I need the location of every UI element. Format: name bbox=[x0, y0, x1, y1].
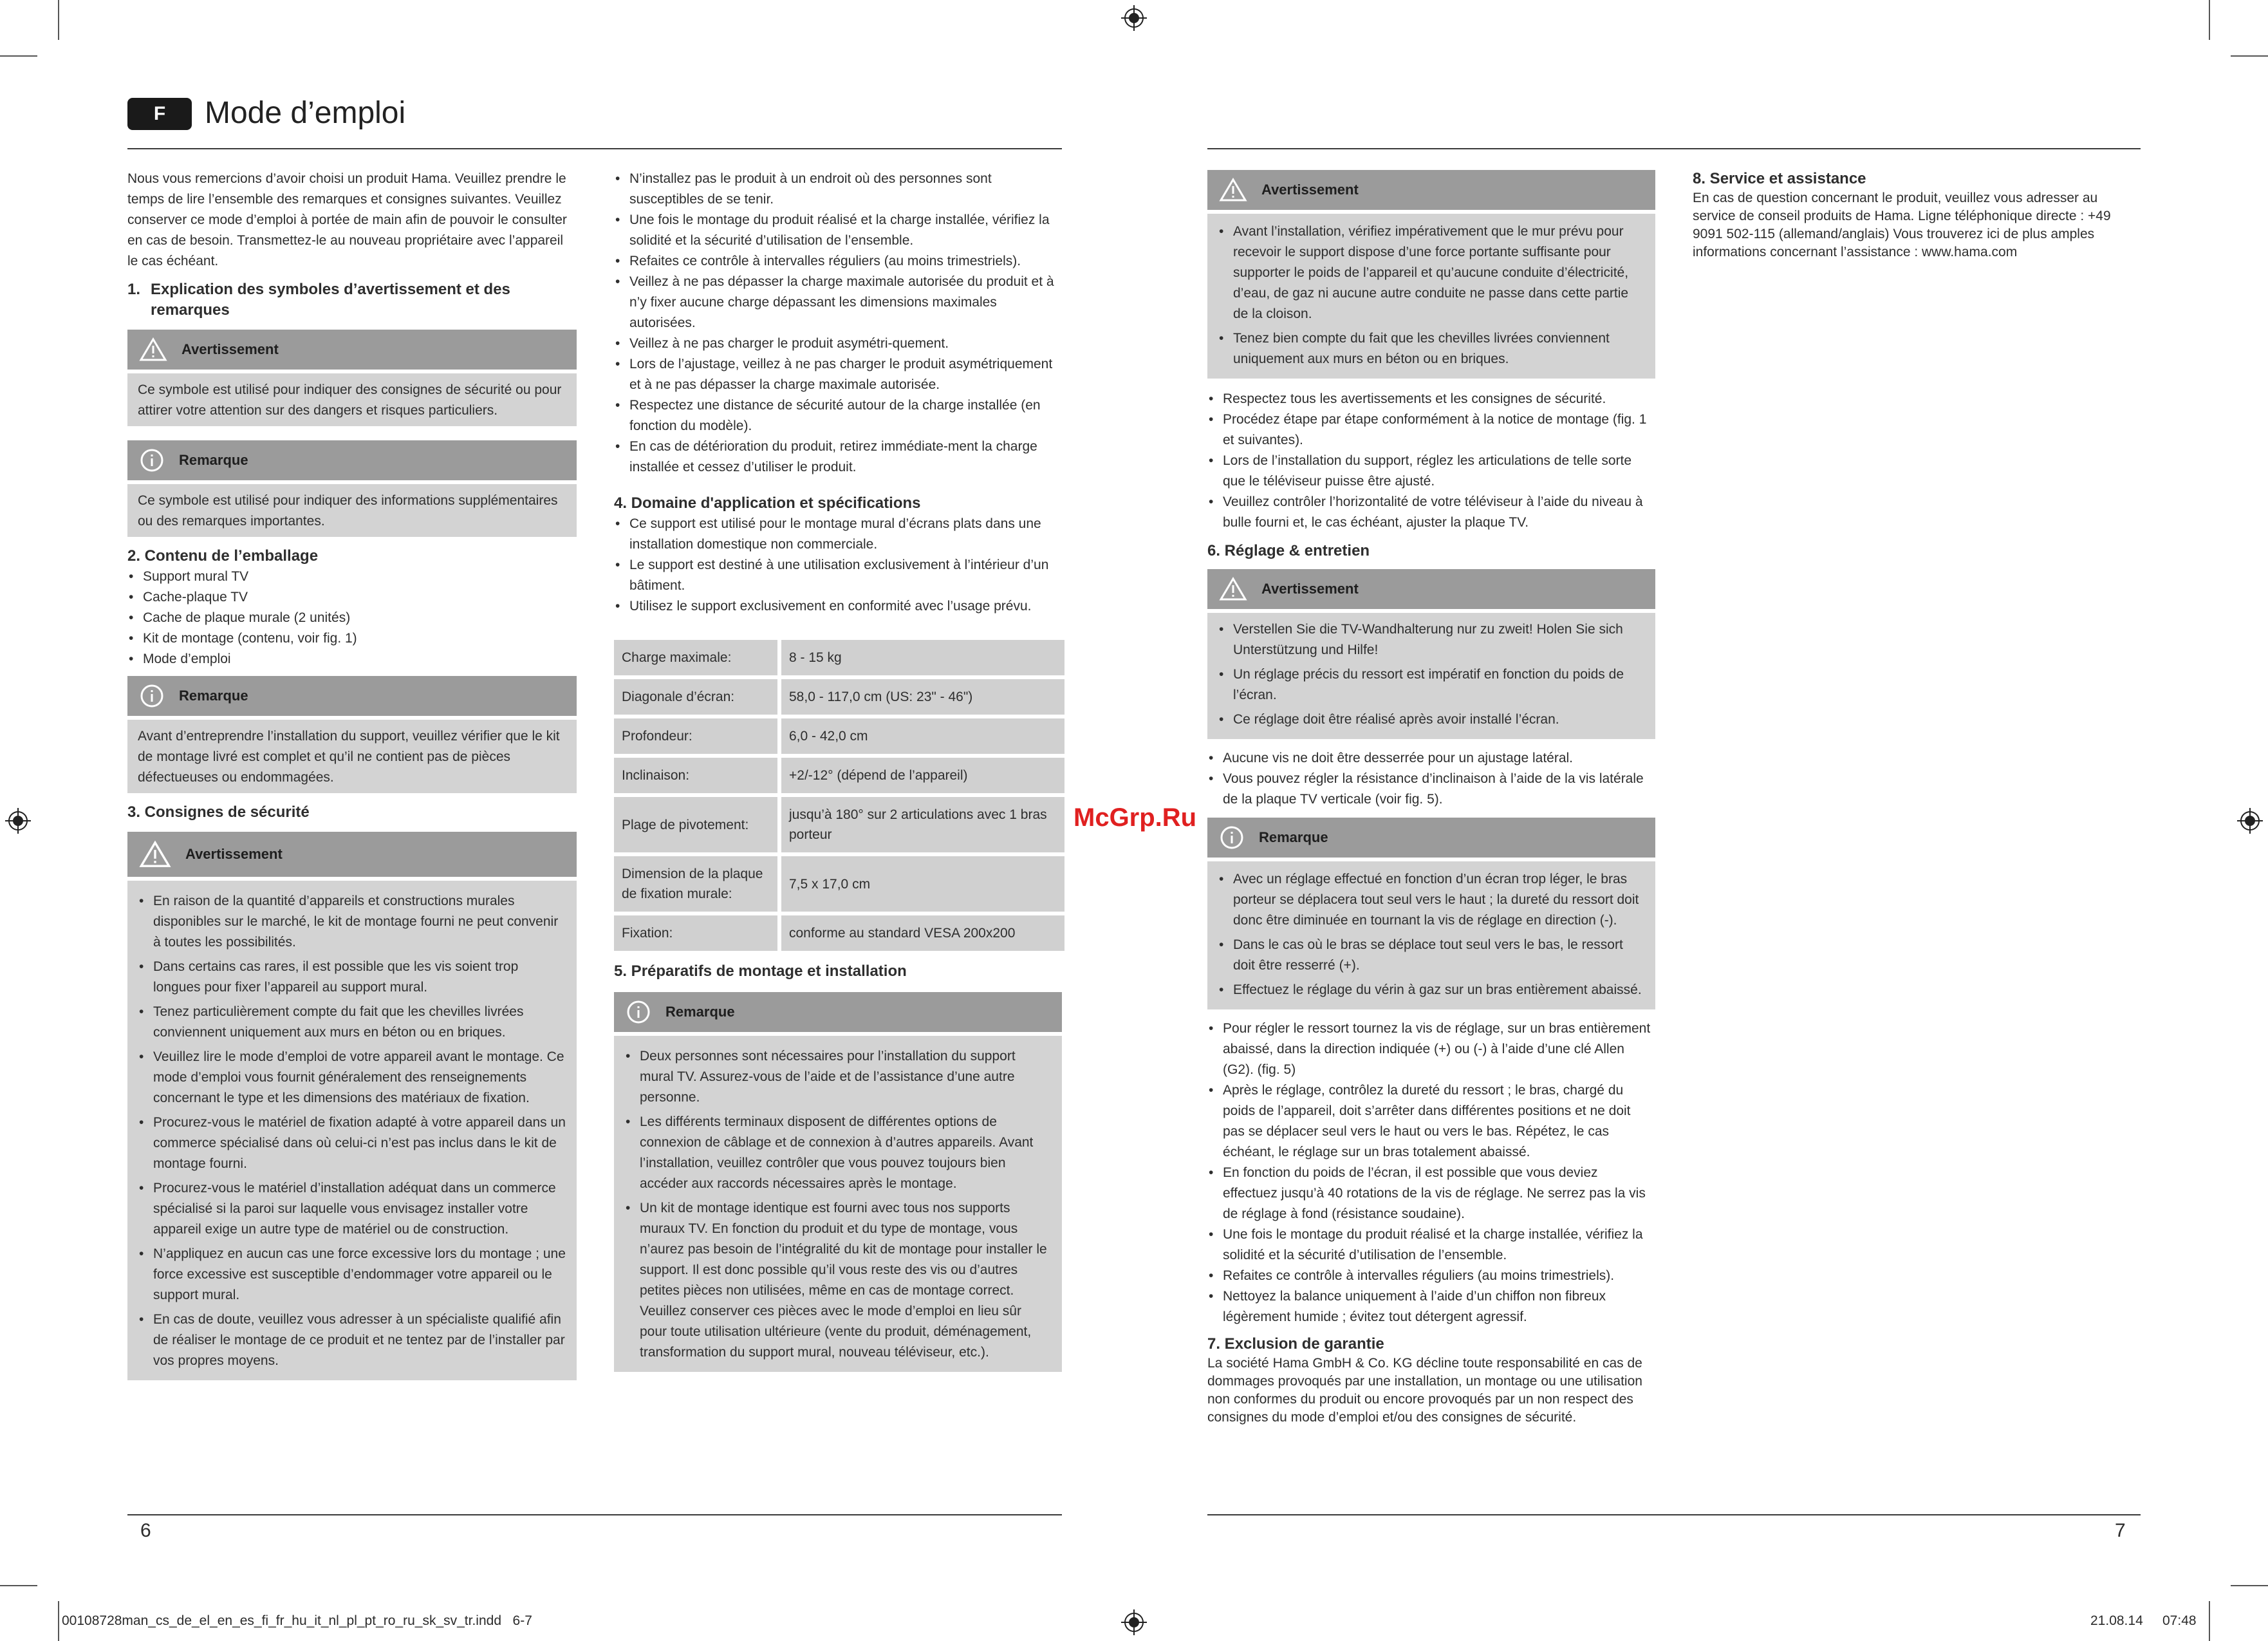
footer-rule-right bbox=[1207, 1514, 2141, 1515]
list-item: • Mode d’emploi bbox=[127, 649, 577, 670]
section-4-title: 4. Domaine d'application et spécifications bbox=[614, 494, 921, 512]
list-item: • Utilisez le support exclusivement en conformité avec l’usage prévu. bbox=[614, 596, 1062, 617]
note-box-body bbox=[127, 720, 577, 793]
list-item: • Respectez tous les avertissements et les consignes de sécurité. bbox=[1207, 389, 1655, 409]
list-item: • Tenez bien compte du fait que les chevilles livrées conviennent uniquement aux murs en béton ou en briques. bbox=[1218, 328, 1645, 370]
print-date: 21.08.14 bbox=[2090, 1613, 2143, 1628]
section-8-title: 8. Service et assistance bbox=[1693, 170, 1866, 187]
list-item: • Une fois le montage du produit réalisé et la charge installée, vérifiez la solidité et la sécurité d’utilisation de l’ensemble. bbox=[1207, 1224, 1655, 1266]
warranty-text: La société Hama GmbH & Co. KG décline toute responsabilité en cas de dommages provoqués par une installation, un montage ou une utilisation non conformes du produit ou encore provoqués par un non respect des consignes du mode d’emploi et/ou des consignes de sécurité. bbox=[1207, 1356, 1642, 1425]
spec-key: Fixation: bbox=[614, 915, 781, 951]
note-box-header bbox=[127, 440, 577, 480]
language-badge: F bbox=[127, 98, 192, 130]
warning-triangle-icon bbox=[139, 337, 167, 362]
list-item: • Refaites ce contrôle à intervalles réguliers (au moins trimestriels). bbox=[1207, 1266, 1655, 1286]
page-title: Mode d’emploi bbox=[205, 96, 406, 130]
registration-mark-icon bbox=[5, 808, 31, 834]
list-item: • Une fois le montage du produit réalisé et la charge installée, vérifiez la solidité et la sécurité d’utilisation de l’ensemble. bbox=[614, 210, 1062, 251]
list-item: • Procurez-vous le matériel d’installation adéquat dans un commerce spécialisé si la paroi sur laquelle vous envisagez installer votre appareil exige un autre type de matériel ou de construction. bbox=[138, 1178, 566, 1240]
registration-mark-icon bbox=[1121, 5, 1147, 31]
spec-value: 7,5 x 17,0 cm bbox=[781, 856, 1064, 912]
note-text: Ce symbole est utilisé pour indiquer des informations supplémentaires ou des remarques importantes. bbox=[138, 493, 558, 529]
spec-value: 6,0 - 42,0 cm bbox=[781, 718, 1064, 754]
warning-label: Avertissement bbox=[1261, 182, 1359, 198]
registration-mark-icon bbox=[2237, 808, 2263, 834]
header-rule-left bbox=[127, 148, 1062, 149]
list-item: • Respectez une distance de sécurité autour de la charge installée (en fonction du modèle). bbox=[614, 395, 1062, 436]
spec-value: +2/-12° (dépend de l’appareil) bbox=[781, 758, 1064, 793]
list-item: • Dans le cas où le bras se déplace tout seul vers le bas, le ressort doit être resserré (+). bbox=[1218, 935, 1645, 976]
list-item: • Un kit de montage identique est fourni avec tous nos supports muraux TV. En fonction du produit et du type de montage, vous n’aurez pas besoin de l’intégralité du kit de montage pour installer le support. Il est donc possible qu’il vous reste des vis ou d’autres petites pièces non utilisées, même en cas de montage correct. Veuillez conserver ces pièces avec le mode d’emploi en lieu sûr pour toute utilisation ultérieure (vente du produit, déménagement, transformation du support mural, nouveau téléviseur, etc.). bbox=[624, 1198, 1052, 1363]
intro-text: Nous vous remercions d’avoir choisi un produit Hama. Veuillez prendre le temps de lire l’ensemble des remarques et consignes suivantes. Veuillez conserver ce mode d’emploi à portée de main afin de pouvoir le consulter en cas de besoin. Transmettez-le au nouveau propriétaire avec l’appareil le cas échéant. bbox=[127, 171, 567, 268]
table-row bbox=[614, 856, 1064, 912]
warning-triangle-icon bbox=[1219, 577, 1247, 601]
spec-value: conforme au standard VESA 200x200 bbox=[781, 915, 1064, 951]
note-label: Remarque bbox=[179, 452, 248, 468]
list-item: • Procurez-vous le matériel de fixation adapté à votre appareil dans un commerce spécialisé dans où celui-ci n’est pas inclus dans le kit de montage fourni. bbox=[138, 1112, 566, 1174]
note-box-header bbox=[1207, 818, 1655, 858]
note-label: Remarque bbox=[665, 1004, 735, 1020]
print-time: 07:48 bbox=[2162, 1613, 2197, 1628]
warning-label: Avertissement bbox=[1261, 581, 1359, 597]
warning-triangle-icon bbox=[139, 840, 171, 868]
note-label: Remarque bbox=[1259, 829, 1328, 845]
info-icon bbox=[139, 447, 165, 473]
page-number-left: 6 bbox=[140, 1520, 151, 1541]
list-item: • Après le réglage, contrôlez la dureté du ressort ; le bras, chargé du poids de l’appareil, doit s’arrêter dans différentes positions et ne doit pas se déplacer seul vers le haut ou vers le bas. Répétez, le cas échéant, le réglage sur un bras totalement abaissé. bbox=[1207, 1080, 1655, 1163]
list-item: • En raison de la quantité d’appareils et constructions murales disponibles sur le marché, le kit de montage fourni ne peut convenir à toutes les possibilités. bbox=[138, 891, 566, 953]
table-row bbox=[614, 718, 1064, 754]
warning-box-body bbox=[1207, 613, 1655, 739]
table-row bbox=[614, 797, 1064, 852]
crop-mark bbox=[0, 1585, 37, 1586]
list-item: • Un réglage précis du ressort est impératif en fonction du poids de l’écran. bbox=[1218, 664, 1645, 706]
warning-box-body bbox=[1207, 214, 1655, 379]
info-icon bbox=[626, 999, 651, 1025]
table-row bbox=[614, 915, 1064, 951]
safety-warning-list bbox=[138, 891, 566, 1371]
note-box-body bbox=[1207, 861, 1655, 1009]
header-rule-right bbox=[1207, 148, 2141, 149]
crop-mark bbox=[2231, 55, 2268, 57]
list-item: • Ce support est utilisé pour le montage mural d’écrans plats dans une installation domestique non commerciale. bbox=[614, 514, 1062, 555]
list-item: • Effectuez le réglage du vérin à gaz sur un bras entièrement abaissé. bbox=[1218, 980, 1645, 1000]
footer-rule-left bbox=[127, 1514, 1062, 1515]
warning-box-header bbox=[1207, 170, 1655, 210]
section-1-number: 1. bbox=[127, 281, 141, 298]
list-item: • Veillez à ne pas charger le produit asymétri-quement. bbox=[614, 333, 1062, 354]
section-2-title: 2. Contenu de l’emballage bbox=[127, 547, 319, 565]
list-item: • Dans certains cas rares, il est possible que les vis soient trop longues pour fixer l’appareil au support mural. bbox=[138, 957, 566, 998]
watermark: McGrp.Ru bbox=[1074, 803, 1197, 832]
spec-value: 58,0 - 117,0 cm (US: 23" - 46") bbox=[781, 679, 1064, 715]
application-list bbox=[614, 514, 1062, 617]
section-5-title: 5. Préparatifs de montage et installation bbox=[614, 962, 907, 980]
list-item: • Procédez étape par étape conformément à la notice de montage (fig. 1 et suivantes). bbox=[1207, 409, 1655, 451]
spec-value: 8 - 15 kg bbox=[781, 640, 1064, 675]
warning-box-header bbox=[1207, 569, 1655, 609]
warning-triangle-icon bbox=[1219, 178, 1247, 202]
spec-key: Charge maximale: bbox=[614, 640, 781, 675]
list-item: • En cas de doute, veuillez vous adresser à un spécialiste qualifié afin de réaliser le montage de ce produit et ne tentez par de l’installer par vos propres moyens. bbox=[138, 1309, 566, 1371]
warning-box-header bbox=[127, 832, 577, 877]
list-item: • Tenez particulièrement compte du fait que les chevilles livrées conviennent uniquement aux murs en béton ou en briques. bbox=[138, 1002, 566, 1043]
spring-note-list bbox=[1218, 869, 1645, 1000]
list-item: • Avec un réglage effectué en fonction d’un écran trop léger, le bras porteur se déplacera tout seul vers le haut ; la dureté du ressort doit donc être diminuée en tournant la vis de réglage en direction (-). bbox=[1218, 869, 1645, 931]
section-7-title: 7. Exclusion de garantie bbox=[1207, 1335, 1384, 1353]
page-number-right: 7 bbox=[2115, 1520, 2126, 1541]
info-icon bbox=[1219, 825, 1245, 850]
note-box-header bbox=[127, 676, 577, 716]
list-item: • Veuillez contrôler l’horizontalité de votre téléviseur à l’aide du niveau à bulle fourni et, le cas échéant, ajuster la plaque TV. bbox=[1207, 492, 1655, 533]
note-text: Avant d’entreprendre l’installation du support, veuillez vérifier que le kit de montage livré est complet et qu’il ne contient pas de pièces défectueuses ou endommagées. bbox=[138, 729, 560, 785]
adjustment-warning-list bbox=[1218, 619, 1645, 730]
list-item: • Vous pouvez régler la résistance d’inclinaison à l’aide de la vis latérale de la plaque TV verticale (voir fig. 5). bbox=[1207, 769, 1655, 810]
crop-mark bbox=[2209, 1601, 2210, 1641]
warning-box-body bbox=[127, 373, 577, 426]
list-item: • Le support est destiné à une utilisation exclusivement à l’intérieur d’un bâtiment. bbox=[614, 555, 1062, 596]
crop-mark bbox=[58, 0, 59, 40]
note-box-body bbox=[127, 484, 577, 537]
spec-key: Inclinaison: bbox=[614, 758, 781, 793]
list-item: • Les différents terminaux disposent de différentes options de connexion de câblage et de connexion à d’autres appareils. Avant l’installation, veuillez contrôler que vous pouvez toujours bien accéder aux raccords nécessaires après le montage. bbox=[624, 1112, 1052, 1194]
table-row bbox=[614, 679, 1064, 715]
warning-label: Avertissement bbox=[181, 341, 279, 357]
column-4 bbox=[1693, 169, 2141, 261]
list-item: • N’installez pas le produit à un endroit où des personnes sont susceptibles de se tenir. bbox=[614, 169, 1062, 210]
safety-list-continued bbox=[614, 169, 1062, 478]
list-item: • Verstellen Sie die TV-Wandhalterung nur zu zweit! Holen Sie sich Unterstützung und Hilfe! bbox=[1218, 619, 1645, 661]
spec-key: Plage de pivotement: bbox=[614, 797, 781, 852]
list-item: • En cas de détérioration du produit, retirez immédiate-ment la charge installée et cessez d’utiliser le produit. bbox=[614, 436, 1062, 478]
info-icon bbox=[139, 683, 165, 709]
list-item: • Ce réglage doit être réalisé après avoir installé l’écran. bbox=[1218, 709, 1645, 730]
list-item: • Nettoyez la balance uniquement à l’aide d’un chiffon non fibreux légèrement humide ; évitez tout détergent agressif. bbox=[1207, 1286, 1655, 1327]
list-item: • En fonction du poids de l’écran, il est possible que vous deviez effectuez jusqu’à 40 rotations de la vis de réglage. Ne serrez pas la vis de réglage à fond (résistance soudaine). bbox=[1207, 1163, 1655, 1224]
note-box-header bbox=[614, 992, 1062, 1032]
crop-mark bbox=[0, 55, 37, 57]
package-contents-list bbox=[127, 567, 577, 670]
list-item: • Veuillez lire le mode d’emploi de votre appareil avant le montage. Ce mode d’emploi vous fournit généralement des renseignements concernant le type et les dimensions des matériaux de fixation. bbox=[138, 1047, 566, 1109]
crop-mark bbox=[58, 1601, 59, 1641]
column-2 bbox=[614, 169, 1062, 1372]
section-1-title bbox=[127, 279, 577, 321]
list-item: • Deux personnes sont nécessaires pour l’installation du support mural TV. Assurez-vous de l’aide et de l’assistance d’une autre personne. bbox=[624, 1046, 1052, 1108]
table-row bbox=[614, 640, 1064, 675]
list-item: • Lors de l’ajustage, veillez à ne pas charger le produit asymétriquement et à ne pas dépasser la charge maximale autorisée. bbox=[614, 354, 1062, 395]
list-item: • Pour régler le ressort tournez la vis de réglage, sur un bras entièrement abaissé, dans la direction indiquée (+) ou (-) à l’aide d’une clé Allen (G2). (fig. 5) bbox=[1207, 1018, 1655, 1080]
service-text: En cas de question concernant le produit, veuillez vous adresser au service de conseil produits de Hama. Ligne téléphonique directe : +49 9091 502-115 (allemand/anglais) Vous trouverez ici de plus amples informations concernant l’assistance : www.hama.com bbox=[1693, 191, 2111, 259]
file-name: 00108728man_cs_de_el_en_es_fi_fr_hu_it_nl_pl_pt_ro_ru_sk_sv_tr.indd 6-7 bbox=[62, 1613, 532, 1628]
column-1 bbox=[127, 169, 577, 1380]
table-row bbox=[614, 758, 1064, 793]
list-item: • N’appliquez en aucun cas une force excessive lors du montage ; une force excessive est susceptible d’endommager votre appareil ou le support mural. bbox=[138, 1244, 566, 1306]
registration-mark-icon bbox=[1121, 1609, 1147, 1635]
spec-key: Profondeur: bbox=[614, 718, 781, 754]
list-item: • Cache de plaque murale (2 unités) bbox=[127, 608, 577, 628]
crop-mark bbox=[2209, 0, 2210, 40]
list-item: • Cache-plaque TV bbox=[127, 587, 577, 608]
warning-box-body bbox=[127, 881, 577, 1380]
column-3 bbox=[1207, 170, 1655, 1427]
installation-steps-list bbox=[1207, 389, 1655, 533]
list-item: • Refaites ce contrôle à intervalles réguliers (au moins trimestriels). bbox=[614, 251, 1062, 272]
section-6-title: 6. Réglage & entretien bbox=[1207, 542, 1370, 559]
preparation-note-list bbox=[624, 1046, 1052, 1363]
list-item: • Kit de montage (contenu, voir fig. 1) bbox=[127, 628, 577, 649]
list-item: • Aucune vis ne doit être desserrée pour un ajustage latéral. bbox=[1207, 748, 1655, 769]
list-item: • Avant l’installation, vérifiez impérativement que le mur prévu pour recevoir le support dispose d’une force portante suffisante pour supporter le poids de l’appareil et qu’aucune conduite d’électricité, d’eau, de gaz ni aucune autre conduite ne passe dans cette partie de la cloison. bbox=[1218, 221, 1645, 324]
note-box-body bbox=[614, 1036, 1062, 1372]
warning-label: Avertissement bbox=[185, 846, 283, 862]
list-item: • Veillez à ne pas dépasser la charge maximale autorisée du produit et à n’y fixer aucune charge dépassant les dimensions maximales autorisées. bbox=[614, 272, 1062, 333]
list-item: • Lors de l’installation du support, réglez les articulations de telle sorte que le téléviseur puisse être ajusté. bbox=[1207, 451, 1655, 492]
spec-key: Diagonale d’écran: bbox=[614, 679, 781, 715]
spec-table bbox=[614, 636, 1064, 955]
spec-value: jusqu’à 180° sur 2 articulations avec 1 bras porteur bbox=[781, 797, 1064, 852]
maintenance-list bbox=[1207, 1018, 1655, 1327]
section-1-title-text: Explication des symboles d’avertissement et des remarques bbox=[151, 281, 510, 319]
warning-text: Ce symbole est utilisé pour indiquer des consignes de sécurité ou pour attirer votre attention sur des dangers et risques particuliers. bbox=[138, 382, 562, 418]
spec-key: Dimension de la plaque de fixation murale: bbox=[614, 856, 781, 912]
adjustment-list bbox=[1207, 748, 1655, 810]
wall-warning-list bbox=[1218, 221, 1645, 370]
section-3-title: 3. Consignes de sécurité bbox=[127, 803, 310, 821]
note-label: Remarque bbox=[179, 688, 248, 704]
list-item: • Support mural TV bbox=[127, 567, 577, 587]
crop-mark bbox=[2231, 1585, 2268, 1586]
warning-box-header bbox=[127, 330, 577, 370]
